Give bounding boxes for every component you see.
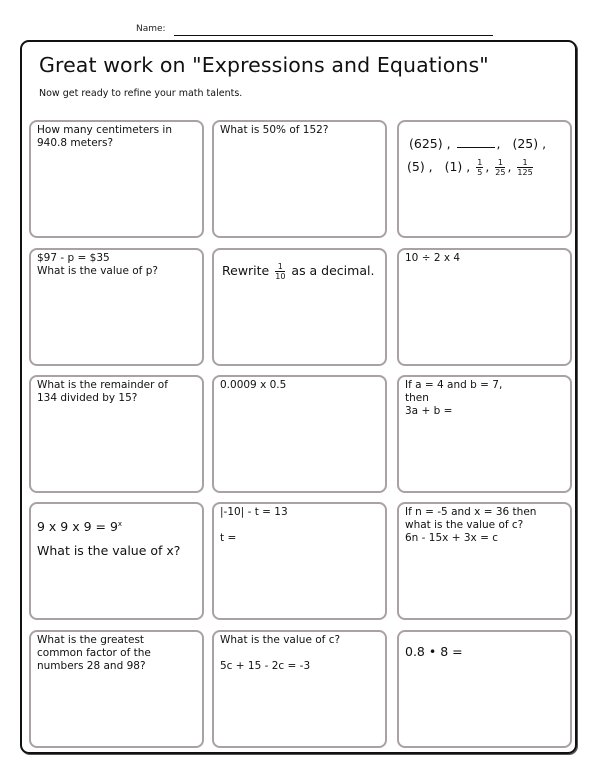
problem-text: |-10| - t = 13 (220, 506, 288, 518)
fraction: $\frac{1}{10}$ (275, 262, 286, 281)
problem-text: 3a + b = (405, 405, 453, 417)
problem-question: What is the value of x? (37, 543, 181, 559)
fraction: $\frac{1}{5}$ (477, 158, 483, 177)
problem-text: If a = 4 and b = 7, (405, 379, 503, 391)
problem-box-1[interactable] (29, 120, 204, 238)
problem-box-9[interactable] (397, 375, 572, 493)
problem-box-7[interactable] (29, 375, 204, 493)
problem-text (220, 647, 379, 660)
problem-text: what is the value of c? (405, 519, 524, 531)
problem-equation: 9 x 9 x $9 = 9^x$ (37, 519, 123, 535)
problem-text: What is 50% of 152? (220, 124, 329, 136)
problem-text: What is the greatest (37, 634, 145, 646)
problem-text: 940.8 meters? (37, 137, 114, 149)
problem-box-11[interactable] (212, 502, 387, 620)
problem-text: Rewrite $\frac{1}{10}$ as a decimal. (222, 262, 375, 281)
problem-text: What is the value of c? (220, 634, 341, 646)
name-label: Name: (136, 24, 166, 34)
problem-box-10[interactable] (29, 502, 204, 620)
problem-box-4[interactable] (29, 248, 204, 366)
sequence-blank[interactable] (457, 137, 495, 148)
worksheet-title: Great work on "Expressions and Equations" (39, 53, 489, 77)
fraction: $\frac{1}{125}$ (517, 158, 533, 177)
problem-box-14[interactable] (212, 630, 387, 748)
problem-text: common factor of the (37, 647, 151, 659)
problem-text (220, 519, 379, 532)
problem-text: numbers 28 and 98? (37, 660, 146, 672)
problem-box-12[interactable] (397, 502, 572, 620)
problem-text: If n = -5 and x = 36 then (405, 506, 537, 518)
fraction: $\frac{1}{25}$ (495, 158, 506, 177)
problem-box-15[interactable] (397, 630, 572, 748)
problem-text: t = (220, 532, 237, 544)
problem-text: 5c + 15 - 2c = -3 (220, 660, 311, 672)
problem-text: 0.0009 x 0.5 (220, 379, 287, 391)
problem-text: then (405, 392, 429, 404)
problem-box-13[interactable] (29, 630, 204, 748)
worksheet-subtitle: Now get ready to refine your math talents. (39, 88, 243, 99)
problem-text: 10 ÷ 2 x 4 (405, 252, 461, 264)
problem-box-8[interactable] (212, 375, 387, 493)
problem-box-3[interactable] (397, 120, 572, 238)
sequence-line-2: (5) , (1) , $\frac{1}{5}$ , $\frac{1}{25}$ , $\frac{1}{125}$ (407, 158, 533, 177)
problem-text: 134 divided by 15? (37, 392, 138, 404)
name-field-line[interactable] (174, 35, 493, 36)
problem-box-2[interactable] (212, 120, 387, 238)
sequence-line-1: (625) , , (25) , (409, 136, 547, 151)
problem-text: $97 - p = $35 (37, 252, 110, 264)
problem-text: How many centimeters in (37, 124, 172, 136)
problem-text: What is the remainder of (37, 379, 168, 391)
problem-box-5[interactable] (212, 248, 387, 366)
problem-text: 6n - 15x + 3x = c (405, 532, 498, 544)
problem-text: What is the value of p? (37, 265, 158, 277)
problem-text: 0.8 • 8 = (405, 644, 463, 659)
problem-box-6[interactable] (397, 248, 572, 366)
